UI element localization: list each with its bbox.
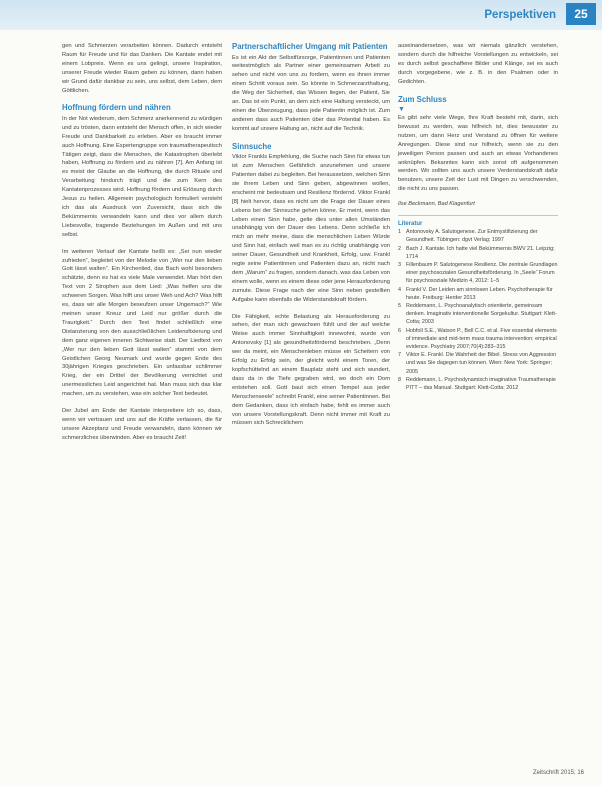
reference-number: 7 (398, 352, 401, 359)
reference-number: 8 (398, 376, 401, 383)
reference-item (398, 327, 558, 352)
reference-number: 6 (398, 327, 401, 334)
reference-number: 2 (398, 245, 401, 252)
paragraph: auseinandersetzen, was wir niemals gänzlich verstehen, sondern durch die hilfreiche Vorstellungen zu entwickeln, sei es durch selbst geschaffene Bilder und Klänge, sei es auch durch vorgegebene, wie z. B. in den Psalmen oder in Gedichten. (398, 43, 558, 85)
reference-text: Bach J. Kantate. Ich hatte viel Bekümmernis BWV 21. Leipzig; 1714 (406, 245, 555, 260)
paragraph: Viktor Frankls Empfehlung, die Suche nach Sinn für etwas tun ist zum Menschen Gefährlich anzunehmen und unsere Patienten dabei zu begleiten. Bei heraussetzen, welchen Sinn sie ihrem Leben und Sinn geben, abgewinnen wollen, erscheint mir bedeutsam und Resilienz fördernd. Viktor Frankl [8] hielt hervor, dass es nicht um die Frage der Dauer eines Lebens bei der Sinnsuche gehen könne. Er meint, wenn das Leben einen Sinn habe, gelte dies unter allen Umständen unabhängig von der Dauer des Lebens. Denn schließe ich mich an mehr meine, dass die menschlichen Leben Würde und Sinn hat, einfach weil man es zu richtig unabhängig von seiner Dauer, Gesundheit und Krankheit, Erfolg, usw. Frankl regte seine Patientinnen und Patienten dazu an, nicht nach dem „Warum“ zu fragen, sondern danach, was das Leben von einem wolle, wenn es einem diese oder jene Herausforderung zumute. Diese Frage nach der eine Sinn neben gestellten Aufgabe kann ebenfalls die Widerstandskraft fördern. (232, 154, 390, 303)
reference-text: Reddemann, L. Psychoanalytisch orientierte, gemeinsam denken. Imaginativ interventionelle Sorgekultur. Stuttgart: Klett-Cotta; 2003 (406, 302, 557, 326)
reference-number: 1 (398, 229, 401, 236)
reference-number: 5 (398, 302, 401, 309)
reference-item (398, 286, 558, 302)
column-3 (398, 42, 558, 392)
paragraph: Die Fähigkeit, echte Belastung als Herausforderung zu sehen, der man sich gewachsen fühlt und der auf welche Weise auch immer Sinnhaftigkeit innewohnt, wurde von Antonovsky [1] als gesundheitsfördernd beschrieben. „Denn wer da meint, ein Menschenleben müsse ein Scheitern von Erfolg zu Erfolg sein, der gleicht wohl einem Toren, der kopfschüttelnd an einem Bauplatz steht und sich wundert, dass da in die Tiefe gegraben wird, wo doch ein Dom entstehen soll. Gott baut sich einen Tempel aus jeder Menschenseele“ schreibt Frankl, eine seiner Patientinnen. Bei dem Gedanken, dass ich einfach habe, fehlt es immer auch von unsere Vorstellungskraft. Denn nicht immer mit Kraft zu müssen sich Schrecklichem (232, 313, 390, 427)
reference-item (398, 376, 558, 392)
reference-text: Viktor E. Frankl. Die Wahrheit der Bibel. Stress von Aggression und was Sie dagegen tun können. Wien: New York: Springer; 2005 (406, 352, 557, 375)
literature-heading: Literatur (398, 221, 423, 228)
reference-item (398, 261, 558, 286)
section-heading: Sinnsuche (232, 141, 272, 151)
paragraph: Es ist ein Akt der Selbstfürsorge, Patientinnen und Patienten weitestmöglich als Partner einer gemeinsamen Arbeit zu sehen und nicht von uns zu fordern, wenn es ihnen immer einen Schritt voraus sein. So könnte in Schmerzarzthaltung, die Weg der Sicherheit, das Wissen liegen, der Patient, Sie an. Das ist ein Punkt, an dem sich eine Haltung versteckt, um einen die Überzeugung, dass jede Patientin möglich ist. Zum anderen dass auch Patienten über das Potential haben. Es kommt auf unsere Haltung an, nicht auf die Technik. (232, 54, 390, 132)
section-title: Perspektiven (484, 9, 556, 21)
reference-item (398, 351, 558, 376)
divider (398, 215, 558, 216)
reference-item (398, 302, 558, 327)
paragraph: gen und Schmerzen verarbeiten können. Dadurch entsteht Raum für Freude und für das Danken. Die Kantate endet mit einem Lobpreis. Wenn es uns gelingt, unsere Inspiration, unserer Freude wieder Raum geben zu können, dann haben wir Grund dafür dankbar zu sein, uns selbst, dem Leben, dem Göttlichen. (62, 43, 222, 94)
header-bar (0, 0, 602, 30)
paragraph: Der Jubel am Ende der Kantate interpretiere ich so, dass, wenn wir vertrauen und uns auf die Kräfte verlassen, die für unsere Akzeptanz und Freude verwandeln, dann können wir schmerzliches überwinden. Aber es braucht Zeit! (62, 408, 222, 441)
reference-item (398, 228, 558, 244)
reference-item (398, 245, 558, 261)
column-2 (232, 42, 390, 428)
paragraph: Es gibt sehr viele Wege, Ihre Kraft besteht mit, darin, sich bewusst zu werden, was hilfreich ist, dies bewusster zu nutzen, um dann Herz und Verstand zu öffnen für weitere Anregungen. Diese sind nur hilfreich, wenn sie zu den jeweiligen Person passen und auch an etwas Vorhandenes anknüpfen. Bekanntes kann sich sonst oft aufgenommen werden. Wir sollten uns auch unsere Verderstandskraft dafür benutzen, unsere Zeit der Lust mit Dingen zu verschwenden, die nicht zu uns passen. (398, 115, 558, 193)
reference-text: Fillenbaum P. Salutogenese Resilienz. Die zentrale Grundlagen einer psychosozialen Gesundheitsförderung. In „Seele“ Forum für psychosoziale Medizin 4, 2012: 1–5 (406, 261, 558, 285)
reference-number: 4 (398, 286, 401, 293)
column-1 (62, 42, 222, 443)
page-footer: Zeitschrift 2015; 16 (532, 770, 584, 776)
paragraph: In der Not wiederum, dem Schmerz anerkennend zu würdigen und zu trösten, dann entsteht der Mensch offen, in sich wieder Freude und Dankbarkeit zu erleben. Aber es braucht immer auch Hoffnung. Eine Expertengruppe von traumatherapeutisch Tätigen zeigt, dass die Menschen, die Katastrophen überlebt haben, Hoffnung zu fördern und zu nähren [7]. Am Anfang ist es meist der Glaube an die Hoffnung, die durch Rituale und Verarbeitung hindurch trägt und die zum Kern des Kantatenprozesses wird. Hoffnung fördern und Erlösung durch Jesus zu heilen. Allgemein psychologisch formuliert versteht ich das als Ausdruck von Zuversicht, dass sich die Bekümmernis verwandeln kann und dies vor allem durch Liebesvolle, tragende Beziehungen im Außen und mit uns selbst. (62, 115, 222, 238)
section-heading: Partnerschaftlicher Umgang mit Patienten (232, 42, 388, 51)
paragraph: Im weiteren Verlauf der Kantate heißt es: „Sei nun wieder zufrieden“, begleitet von der Melodie von „Wer nur den lieben Gott lässt walten“. Ein Kirchenlied, das Bach wohl besonders schätzte, denn es hat es viele Male verwendet. Man hört den Text von 2 Strophen aus dem Lied: „Was helfen uns die schweren Sorgen. Was hilft uns unser Weh und Ach? Was hilft es, dass wir alle Morgen beseufzen unser Ungemach?“ Wie meinen unser Kreuz und Leid nur größer durch die Traurigkeit.“ Durch den Text findet schließlich eine Distanzierung von den ausschließlichen Leidensfixierung und dem ganz eigenen inneren Sichtweise statt. Der Liedtext von „Wer nur den lieben Gott lässt walten“ stammt von dem Geistlichen Georg Neumark und wurde gegen Ende des 30jährigen Krieges geschrieben. Ein unfassbar schlimmer Krieg, der ein Drittel der Bevölkerung vernichtet und unermessliches Leid angerichtet hat. Man muss sich das klar machen, um zu verstehen, was ein solcher Text bedeutet. (62, 248, 222, 398)
reference-list (398, 228, 558, 392)
reference-number: 3 (398, 261, 401, 268)
section-heading: Hoffnung fördern und nähren (62, 103, 171, 113)
reference-text: Frankl V. Der Leiden am sinnlosen Leben. Psychotherapie für heute. Freiburg: Herder 2013 (406, 286, 553, 301)
section-heading: Zum Schluss (398, 94, 447, 104)
reference-text: Hobfoll S.E., Watson P., Bell C.C. et al. Five essential elements of immediate and mid-term mass trauma intervention: empirical evidence. Psychiatry 2007;70(4):283–315 (406, 327, 557, 350)
author-signature: Ilse Beckmann, Bad Klagenfurt (398, 201, 475, 208)
arrow-down-icon: ▼ (398, 106, 405, 114)
page-number: 25 (566, 3, 596, 25)
reference-text: Reddemann, L. Psychodynamisch imaginative Traumatherapie PITT – das Manual. Stuttgart: Klett-Cotta; 2012 (406, 376, 556, 391)
reference-text: Antonovsky A. Salutogenese. Zur Entmystifizierung der Gesundheit. Tübingen: dgvt Verlag; 1997 (406, 229, 538, 244)
